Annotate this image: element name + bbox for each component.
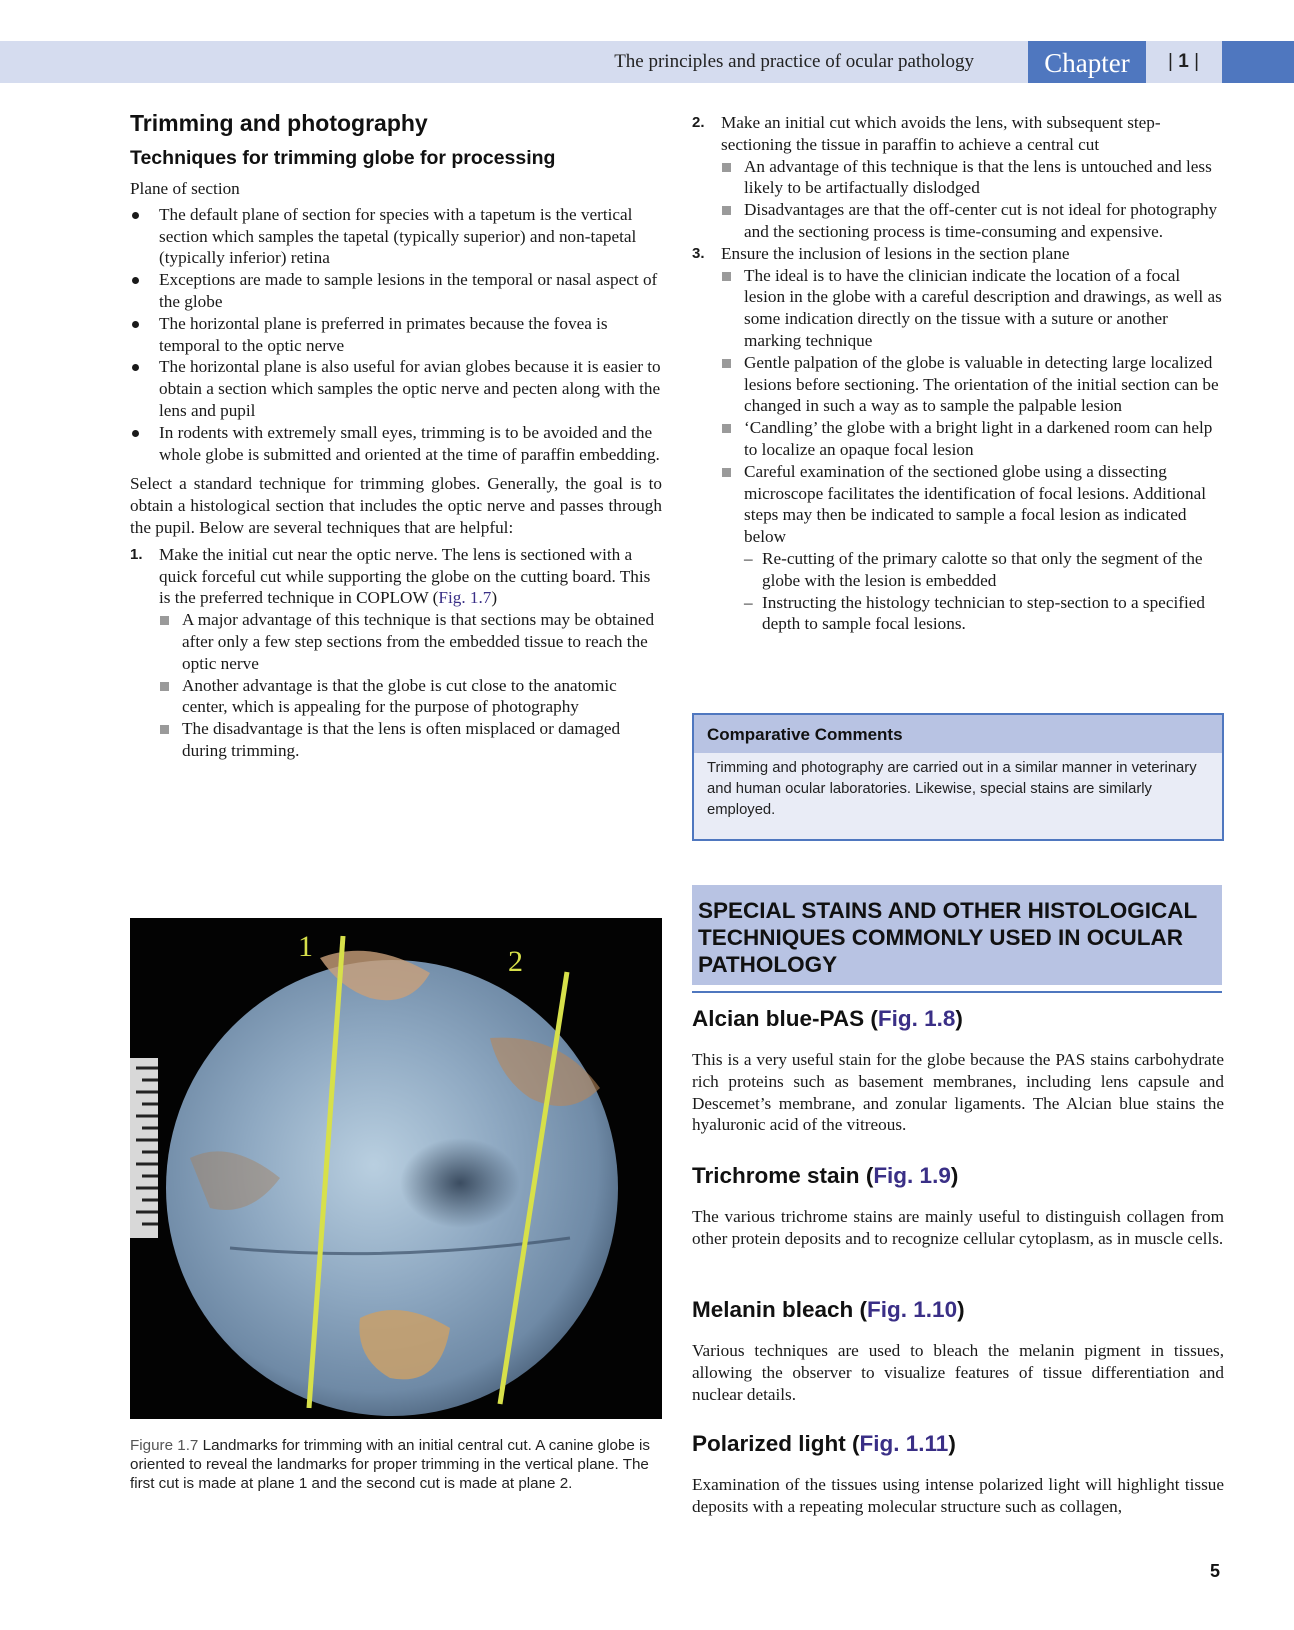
paren-open: ( [853,1297,868,1322]
paren-open: ( [432,588,439,608]
paren-close: ) [948,1431,956,1456]
comparative-comments-box [692,713,1224,841]
dash-item: – Re-cutting of the primary calotte so that only the segment of the globe with the lesion is embedded [744,548,1224,592]
paren-close: ) [950,1163,959,1188]
technique-list-1 [130,544,662,762]
bullet-item: The default plane of section for species with a tapetum is the vertical section which samples the tapetal (typically superior) and non-tapetal (typically inferior) retina [130,204,662,269]
banner-rule [692,991,1222,993]
stain-name: Polarized light [692,1431,846,1456]
special-stains-banner [692,885,1222,985]
dash-item: – Instructing the histology technician to step-section to a specified depth to sample focal lesions. [744,592,1224,636]
plane-label-2: 2 [508,945,523,978]
item-number: 3. [692,244,705,262]
comparative-comments-title: Comparative Comments [694,715,1222,753]
dash-list [744,548,1224,635]
stain-text-alcian: This is a very useful stain for the globe because the PAS stains carbohydrate rich proteins such as basement membranes, including lens capsule and Descemet’s membrane, and zonular ligaments. The Alcian blue stains the hyaluronic acid of the vitreous. [692,1050,1224,1135]
paren-close: ) [955,1006,963,1031]
sub-item: The ideal is to have the clinician indicate the location of a focal lesion in the globe with a careful description and drawings, as well as some indication directly on the tissue with a suture or another marking technique [721,265,1224,352]
bullet-item: Exceptions are made to sample lesions in the temporal or nasal aspect of the globe [130,269,662,313]
caption-text: Landmarks for trimming with an initial central cut. A canine globe is oriented to reveal the landmarks for proper trimming in the vertical plane. The first cut is made at plane 1 and the second cut is made at plane 2. [130,1437,651,1492]
chapter-number: | 1 | [1168,51,1200,72]
chapter-number-value: 1 [1178,51,1189,72]
figure-link[interactable]: Fig. 1.8 [877,1006,956,1031]
stain-name: Trichrome stain [692,1163,860,1188]
page-number: 5 [1210,1561,1221,1581]
stain-text-trichrome: The various trichrome stains are mainly useful to distinguish collagen from other protein deposits and to recognize cellular cytoplasm, as in muscle cells. [692,1207,1224,1248]
item-text: Make the initial cut near the optic nerve. The lens is sectioned with a quick forceful cut while supporting the globe on the cutting board. This is the preferred technique in COPLOW [159,544,651,608]
stain-heading-trichrome [692,1163,958,1189]
sub-item: Disadvantages are that the off-center cut is not ideal for photography and the sectioning process is time-consuming and expensive. [721,199,1224,243]
stain-heading-melanin [692,1297,965,1323]
item-text: Ensure the inclusion of lesions in the section plane [721,243,1070,263]
header-corner-block [1222,41,1294,83]
sub-list [721,265,1224,636]
sub-list [159,609,662,762]
bullet-item: In rodents with extremely small eyes, trimming is to be avoided and the whole globe is submitted and oriented at the time of paraffin embedding. [130,422,662,466]
figure-photo [130,918,662,1419]
sub-item: The disadvantage is that the lens is often misplaced or damaged during trimming. [159,718,662,762]
item-number: 2. [692,114,705,131]
paren-open: ( [864,1006,878,1031]
paren-close: ) [491,588,498,608]
sub-item: A major advantage of this technique is that sections may be obtained after only a few step sections from the embedded tissue to reach the optic nerve [159,609,662,674]
stain-name: Melanin bleach [692,1297,854,1322]
caption-label: Figure 1.7 [130,1437,199,1454]
globe-illustration [130,918,662,1419]
sub-item: An advantage of this technique is that the lens is untouched and less likely to be artifactually dislodged [721,156,1224,200]
stain-text-polarized: Examination of the tissues using intense polarized light will highlight tissue deposits with a repeating molecular structure such as collagen, [692,1475,1224,1516]
technique-item-3 [692,243,1224,635]
figure-link[interactable]: Fig. 1.9 [873,1163,951,1188]
sub-item-text: Careful examination of the sectioned globe using a dissecting microscope facilitates the identification of focal lesions. Additional steps may then be indicated to sample a focal lesion as indicated below [744,461,1207,547]
running-title: The principles and practice of ocular pathology [614,51,974,72]
paren-close: ) [957,1297,965,1322]
paren-open: ( [859,1163,874,1188]
plane-label: Plane of section [130,179,240,198]
figure-link[interactable]: Fig. 1.10 [867,1297,958,1322]
comparative-comments-body: Trimming and photography are carried out in a similar manner in veterinary and human ocular laboratories. Likewise, special stains are similarly employed. [707,760,1197,818]
paren-open: ( [845,1431,860,1456]
sub-list [721,156,1224,243]
stain-name: Alcian blue-PAS [692,1006,865,1031]
bullet-item: The horizontal plane is preferred in primates because the fovea is temporal to the optic nerve [130,313,662,357]
intro-paragraph: Select a standard technique for trimming globes. Generally, the goal is to obtain a histological section that includes the optic nerve and passes through the pupil. Below are several techniques that are helpful: [130,474,662,537]
sub-item: ‘Candling’ the globe with a bright light in a darkened room can help to localize an opaque focal lesion [721,417,1224,461]
sub-item: Gentle palpation of the globe is valuable in detecting large localized lesions before sectioning. The orientation of the initial section can be changed in such a way as to sample the palpable lesion [721,352,1224,417]
bullet-item: The horizontal plane is also useful for avian globes because it is easier to obtain a section which samples the optic nerve and pecten along with the lens and pupil [130,356,662,421]
stain-heading-polarized [692,1431,956,1457]
item-text: Make an initial cut which avoids the lens, with subsequent step-sectioning the tissue in paraffin to achieve a central cut [721,113,1161,154]
chapter-label: Chapter [1028,41,1146,83]
left-column [130,110,662,762]
sub-item: Another advantage is that the globe is cut close to the anatomic center, which is appealing for the purpose of photography [159,675,662,719]
figure-link[interactable]: Fig. 1.11 [859,1431,949,1456]
plane-label-1: 1 [298,930,313,963]
scale-ruler [130,1058,158,1238]
stain-heading-alcian [692,1006,963,1032]
section-title: Trimming and photography [130,110,428,136]
subsection-title: Techniques for trimming globe for processing [130,147,556,169]
figure-caption [130,1436,662,1493]
right-column [692,112,1224,635]
plane-bullet-list [130,204,662,466]
technique-item-2 [692,112,1224,243]
stain-text-melanin: Various techniques are used to bleach the melanin pigment in tissues, allowing the observer to visualize features of tissue differentiation and nuclear details. [692,1341,1224,1404]
technique-list-2 [692,112,1224,635]
special-stains-heading: SPECIAL STAINS AND OTHER HISTOLOGICAL TECHNIQUES COMMONLY USED IN OCULAR PATHOLOGY [698,898,1197,977]
sub-item [721,461,1224,635]
technique-item-1 [130,544,662,762]
figure-link[interactable]: Fig. 1.7 [438,588,492,608]
item-number: 1. [130,545,143,563]
